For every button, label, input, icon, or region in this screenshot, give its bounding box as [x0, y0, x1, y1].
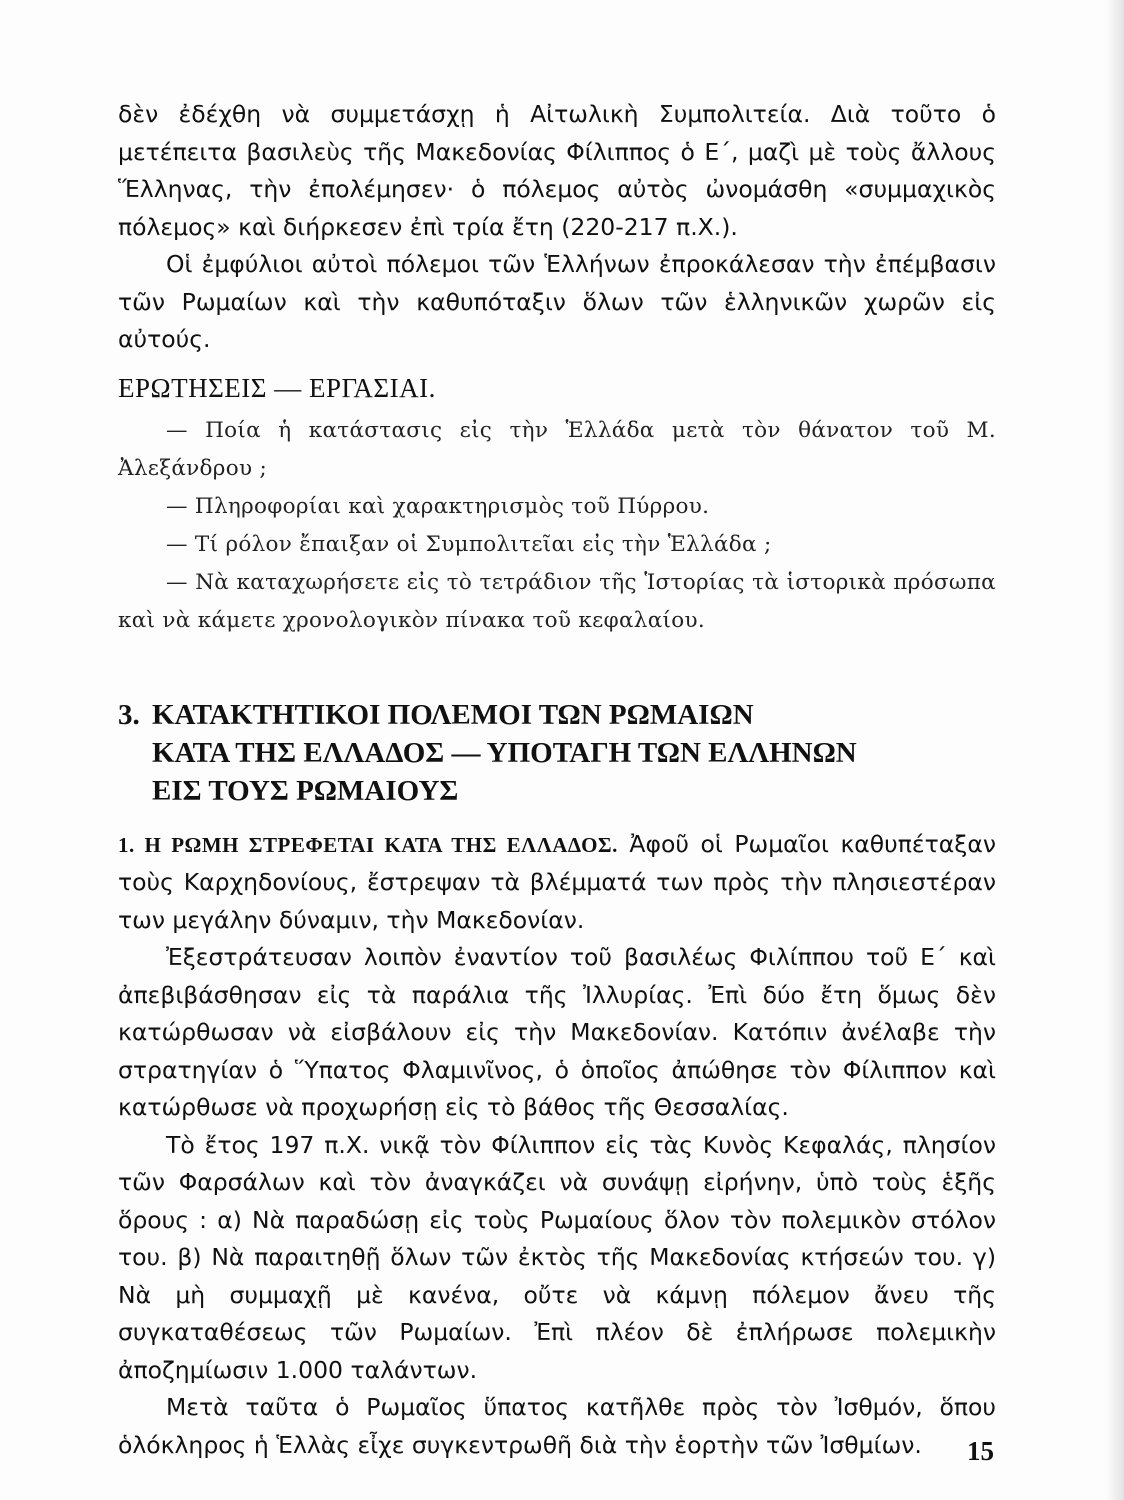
chapter-heading — [118, 696, 996, 810]
section-paragraph: Ἐξεστράτευσαν λοιπὸν ἐναντίον τοῦ βασιλέως Φιλίππου τοῦ Ε΄ καὶ ἀπεβιβάσθησαν εἰς τὰ παράλια τῆς Ἰλλυρίας. Ἐπὶ δύο ἔτη ὅμως δὲν κατώρθωσαν νὰ εἰσβάλουν εἰς τὴν Μακεδονίαν. Κατόπιν ἀνέλαβε τὴν στρατηγίαν ὁ Ὕπατος Φλαμινῖνος, ὁ ὁποῖος ἀπώθησε τὸν Φίλιππον καὶ κατώρθωσε νὰ προχωρήσῃ εἰς τὸ βάθος τῆς Θεσσαλίας. — [118, 943, 996, 1121]
page-number: 15 — [967, 1436, 994, 1466]
chapter-title-line: ΕΙΣ ΤΟΥΣ ΡΩΜΑΙΟΥΣ — [152, 774, 459, 807]
chapter-title-line: ΚΑΤΑΚΤΗΤΙΚΟΙ ΠΟΛΕΜΟΙ ΤΩΝ ΡΩΜΑΙΩΝ — [152, 698, 754, 731]
question-item: — Πληροφορίαι καὶ χαρακτηρισμὸς τοῦ Πύρρου. — [166, 493, 710, 519]
page-edge-shadow — [1106, 0, 1124, 1500]
section-title: 1. Η ΡΩΜΗ ΣΤΡΕΦΕΤΑΙ ΚΑΤΑ ΤΗΣ ΕΛΛΑΔΟΣ. — [118, 832, 618, 857]
intro-paragraph-1: δὲν ἐδέχθη νὰ συμμετάσχῃ ἡ Αἰτωλικὴ Συμπολιτεία. Διὰ τοῦτο ὁ μετέπειτα βασιλεὺς τῆς Μακεδονίας Φίλιππος ὁ Ε΄, μαζὶ μὲ τοὺς ἄλλους Ἕλληνας, τὴν ἐπολέμησεν· ὁ πόλεμος αὐτὸς ὠνομάσθη «συμμαχικὸς πόλεμος» καὶ διήρκεσεν ἐπὶ τρία ἔτη (220-217 π.Χ.). — [118, 100, 996, 241]
questions-heading: ΕΡΩΤΗΣΕΙΣ — ΕΡΓΑΣΙΑΙ. — [118, 372, 436, 403]
question-item: — Ποία ἡ κατάστασις εἰς τὴν Ἑλλάδα μετὰ τὸν θάνατον τοῦ Μ. Ἀλεξάνδρου ; — [118, 417, 996, 481]
section-text-1: Ἀφοῦ οἱ Ρωμαῖοι καθυπέταξαν τοὺς Καρχηδονίους, ἔστρεψαν τὰ βλέμματά των πρὸς τὴν πλησιεστέραν των μεγάλην δύναμιν, τὴν Μακεδονίαν. — [118, 829, 996, 934]
questions-list — [118, 412, 996, 640]
chapter-title-line: ΚΑΤΑ ΤΗΣ ΕΛΛΑΔΟΣ — ΥΠΟΤΑΓΗ ΤΩΝ ΕΛΛΗΝΩΝ — [152, 736, 857, 769]
question-item: — Τί ρόλον ἔπαιξαν οἱ Συμπολιτεῖαι εἰς τὴν Ἑλλάδα ; — [166, 531, 772, 557]
page-content — [118, 96, 996, 1464]
section-paragraph-1 — [118, 826, 996, 940]
section-paragraph: Μετὰ ταῦτα ὁ Ρωμαῖος ὕπατος κατῆλθε πρὸς τὸν Ἰσθμόν, ὅπου ὁλόκληρος ἡ Ἑλλὰς εἶχε συγκεντρωθῆ διὰ τὴν ἑορτὴν τῶν Ἰσθμίων. — [118, 1393, 996, 1459]
section-paragraph: Τὸ ἔτος 197 π.Χ. νικᾷ τὸν Φίλιππον εἰς τὰς Κυνὸς Κεφαλάς, πλησίον τῶν Φαρσάλων καὶ τὸν ἀναγκάζει νὰ συνάψῃ εἰρήνην, ὑπὸ τοὺς ἑξῆς ὅρους : α) Νὰ παραδώσῃ εἰς τοὺς Ρωμαίους ὅλον τὸν πολεμικὸν στόλον του. β) Νὰ παραιτηθῇ ὅλων τῶν ἐκτὸς τῆς Μακεδονίας κτήσεών του. γ) Νὰ μὴ συμμαχῇ μὲ κανένα, οὔτε νὰ κάμνῃ πόλεμον ἄνευ τῆς συγκαταθέσεως τῶν Ρωμαίων. Ἐπὶ πλέον δὲ ἐπλήρωσε πολεμικὴν ἀποζημίωσιν 1.000 ταλάντων. — [118, 1130, 996, 1384]
question-item: — Νὰ καταχωρήσετε εἰς τὸ τετράδιον τῆς Ἱστορίας τὰ ἱστορικὰ πρόσωπα καὶ νὰ κάμετε χρονολογικὸν πίνακα τοῦ κεφαλαίου. — [118, 569, 996, 633]
chapter-number: 3. — [118, 698, 140, 731]
intro-paragraph-2: Οἱ ἐμφύλιοι αὐτοὶ πόλεμοι τῶν Ἑλλήνων ἐπροκάλεσαν τὴν ἐπέμβασιν τῶν Ρωμαίων καὶ τὴν καθυπόταξιν ὅλων τῶν ἑλληνικῶν χωρῶν εἰς αὐτούς. — [118, 250, 996, 353]
